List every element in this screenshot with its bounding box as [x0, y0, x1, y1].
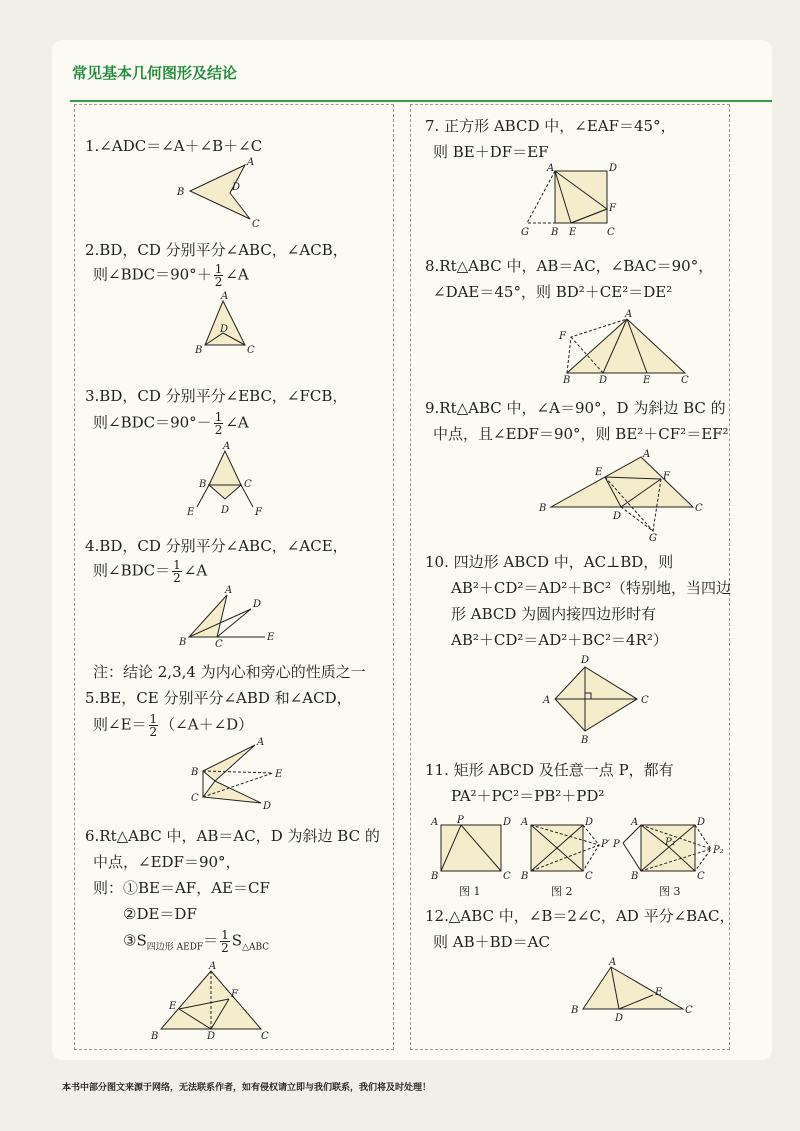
svg-text:C: C: [685, 1005, 693, 1016]
svg-text:P: P: [613, 839, 620, 850]
svg-text:C: C: [261, 1031, 269, 1042]
header-divider: [70, 100, 772, 102]
svg-text:C: C: [607, 227, 615, 238]
svg-text:E: E: [275, 769, 283, 780]
svg-text:P: P: [457, 815, 464, 826]
svg-text:C: C: [503, 871, 511, 882]
svg-text:C: C: [244, 479, 252, 490]
item-8-line2: ∠DAE＝45°，则 BD²＋CE²＝DE²: [433, 283, 673, 301]
svg-text:A: A: [609, 957, 617, 968]
item-6-line4: ②DE＝DF: [123, 905, 197, 923]
svg-text:D: D: [207, 1031, 216, 1042]
item-8-line1: 8.Rt△ABC 中，AB＝AC，∠BAC＝90°，: [425, 257, 714, 275]
svg-text:B: B: [539, 503, 547, 514]
svg-text:D: D: [581, 655, 590, 666]
figure-8: [521, 309, 689, 386]
svg-text:D: D: [697, 817, 706, 828]
item-4-line1: 4.BD，CD 分别平分∠ABC，∠ACE，: [85, 537, 348, 555]
svg-text:A: A: [257, 737, 265, 748]
svg-text:A: A: [431, 817, 439, 828]
right-column: [410, 104, 735, 1050]
svg-text:B: B: [631, 871, 639, 882]
svg-text:E: E: [643, 375, 651, 386]
svg-text:E: E: [595, 467, 603, 478]
svg-text:C: C: [641, 695, 649, 706]
page-header: [52, 54, 772, 92]
svg-text:P₂: P₂: [713, 845, 724, 856]
figure-7: [521, 165, 641, 239]
svg-text:B: B: [551, 227, 559, 238]
svg-text:B: B: [521, 871, 529, 882]
svg-text:C: C: [585, 871, 593, 882]
svg-text:B: B: [177, 187, 185, 198]
svg-text:A: A: [521, 817, 529, 828]
svg-text:B: B: [151, 1031, 159, 1042]
svg-text:A: A: [631, 817, 639, 828]
item-6-line3: 则：①BE＝AF，AE＝CF: [93, 879, 270, 897]
svg-text:B: B: [571, 1005, 579, 1016]
svg-text:C: C: [695, 503, 703, 514]
svg-text:D: D: [220, 324, 229, 335]
svg-text:F: F: [559, 331, 566, 342]
item-9-line1: 9.Rt△ABC 中，∠A＝90°，D 为斜边 BC 的: [425, 399, 726, 417]
item-2-line2: 则∠BDC＝90°＋ $\frac{1}{2}$ ∠A: [93, 262, 249, 289]
svg-text:C: C: [697, 871, 705, 882]
svg-text:B: B: [431, 871, 439, 882]
svg-text:D: D: [232, 182, 241, 193]
svg-text:C: C: [681, 375, 689, 386]
item-10-line2: AB²＋CD²＝AD²＋BC²（特别地，当四边: [451, 579, 732, 597]
svg-text:P′: P′: [601, 839, 610, 850]
figure-11-1-caption: 图 1: [459, 885, 481, 898]
note-text: 注：结论 2,3,4 为内心和旁心的性质之一: [93, 663, 366, 681]
svg-text:D: D: [615, 1013, 624, 1024]
page-title: 常见基本几何图形及结论: [72, 64, 238, 82]
item-5-line1: 5.BE，CE 分别平分∠ABD 和∠ACD，: [85, 689, 352, 707]
item-11-line2: PA²＋PC²＝PB²＋PD²: [451, 787, 605, 805]
svg-text:E: E: [569, 227, 577, 238]
svg-text:E: E: [267, 632, 275, 643]
figure-2: [195, 291, 255, 360]
left-column: [74, 104, 394, 1050]
figure-10: [541, 655, 681, 751]
item-6-line2: 中点，∠EDF＝90°，: [93, 853, 241, 871]
item-12-line2: 则 AB＋BD＝AC: [433, 933, 550, 951]
svg-text:D: D: [599, 375, 608, 386]
figure-11-3-caption: 图 3: [659, 885, 681, 898]
svg-text:B: B: [179, 637, 187, 648]
item-7-line1: 7. 正方形 ABCD 中，∠EAF＝45°，: [425, 117, 676, 135]
item-12-line1: 12.△ABC 中，∠B＝2∠C，AD 平分∠BAC，: [425, 907, 735, 925]
item-6-line5: $③S_{四边形 AEDF}=$ $\frac{1}{2}$ $S_{\triangle ABC}$: [123, 928, 270, 955]
svg-text:B: B: [581, 735, 589, 746]
figure-3: [185, 441, 265, 518]
item-3-line1: 3.BD，CD 分别平分∠EBC，∠FCB，: [85, 387, 348, 405]
svg-text:E: E: [187, 507, 195, 518]
svg-text:B: B: [191, 767, 199, 778]
svg-text:C: C: [252, 219, 260, 230]
item-4-line2: 则∠BDC＝ $\frac{1}{2}$ ∠A: [93, 558, 208, 585]
svg-text:B: B: [199, 479, 207, 490]
svg-text:D: D: [503, 817, 512, 828]
figure-11-3: [613, 817, 727, 887]
item-5-line2: 则∠E＝ $\frac{1}{2}$ （∠A＋∠D）: [93, 712, 254, 739]
svg-text:G: G: [649, 533, 657, 544]
page: [52, 40, 772, 1060]
svg-text:F: F: [231, 989, 238, 1000]
figure-5: [185, 737, 295, 811]
figure-4: [175, 585, 295, 650]
svg-text:A: A: [223, 441, 231, 452]
svg-text:E: E: [655, 987, 663, 998]
item-3-line2: 则∠BDC＝90°－ $\frac{1}{2}$ ∠A: [93, 410, 249, 437]
svg-text:A: A: [547, 163, 555, 174]
figure-12: [561, 957, 701, 1033]
svg-text:A: A: [625, 309, 633, 320]
svg-text:C: C: [247, 345, 255, 356]
item-7-line2: 则 BE＋DF＝EF: [433, 143, 549, 161]
svg-text:D: D: [609, 163, 618, 174]
item-10-line1: 10. 四边形 ABCD 中，AC⊥BD，则: [425, 553, 674, 571]
item-1-text: 1.∠ADC＝∠A＋∠B＋∠C: [85, 137, 263, 155]
figure-11-2-caption: 图 2: [551, 885, 573, 898]
item-11-line1: 11. 矩形 ABCD 及任意一点 P，都有: [425, 761, 674, 779]
svg-text:A: A: [221, 291, 229, 302]
svg-text:G: G: [521, 227, 529, 238]
svg-text:D: D: [263, 801, 272, 812]
svg-text:A: A: [209, 961, 217, 972]
svg-text:A: A: [225, 585, 233, 596]
svg-text:E: E: [169, 1001, 177, 1012]
item-6-line1: 6.Rt△ABC 中，AB＝AC，D 为斜边 BC 的: [85, 827, 380, 845]
figure-11-2: [519, 817, 619, 887]
svg-text:D: D: [613, 511, 622, 522]
svg-text:A: A: [643, 449, 651, 460]
svg-text:C: C: [191, 793, 199, 804]
figure-9: [521, 449, 703, 544]
figure-11-1: [429, 817, 519, 887]
item-2-line1: 2.BD，CD 分别平分∠ABC，∠ACB，: [85, 241, 348, 259]
svg-text:A: A: [543, 695, 551, 706]
svg-text:D: D: [253, 599, 262, 610]
item-9-line2: 中点，且∠EDF＝90°，则 BE²＋CF²＝EF²: [433, 425, 729, 443]
figure-6: [151, 961, 295, 1042]
svg-text:B: B: [195, 345, 203, 356]
svg-text:B: B: [563, 375, 571, 386]
svg-text:D: D: [585, 817, 594, 828]
item-10-line3: 形 ABCD 为圆内接四边形时有: [451, 605, 657, 623]
svg-text:F: F: [609, 203, 616, 214]
item-10-line4: AB²＋CD²＝AD²＋BC²＝4R²）: [451, 631, 668, 649]
svg-text:F: F: [663, 471, 670, 482]
svg-text:C: C: [215, 639, 223, 650]
svg-text:F: F: [255, 507, 262, 518]
figure-1: [175, 155, 265, 230]
svg-text:A: A: [247, 157, 255, 168]
svg-text:P₁: P₁: [665, 837, 676, 848]
footer-disclaimer: 本书中部分图文来源于网络，无法联系作者，如有侵权请立即与我们联系，我们将及时处理！: [62, 1083, 432, 1093]
svg-text:D: D: [221, 505, 230, 516]
